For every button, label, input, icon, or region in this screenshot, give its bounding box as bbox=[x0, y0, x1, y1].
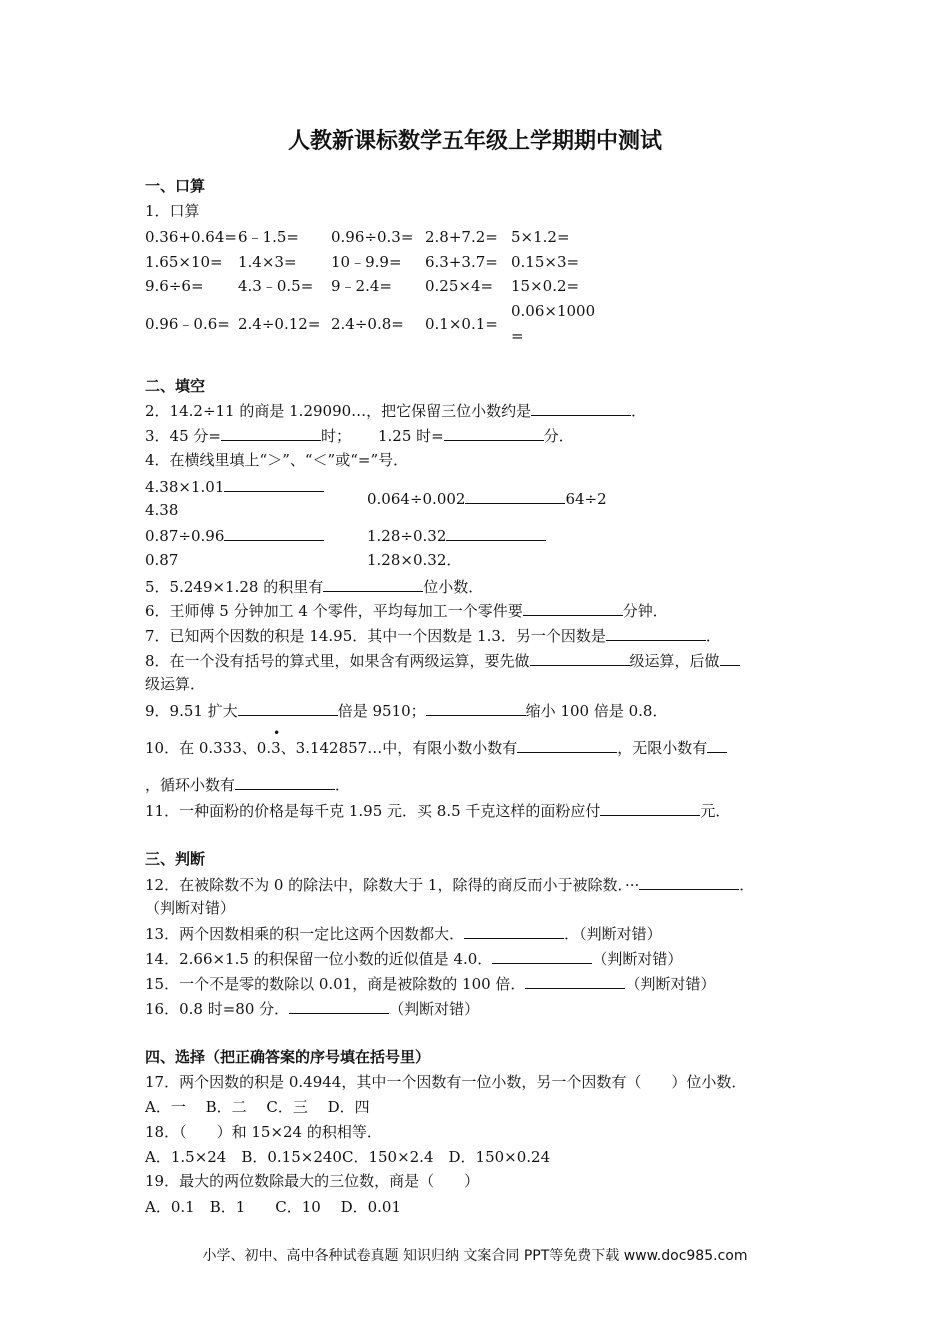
answer-blank[interactable] bbox=[446, 525, 546, 541]
calc-r1-c2: 6﹣1.5= bbox=[238, 228, 299, 246]
answer-blank[interactable] bbox=[517, 737, 617, 753]
answer-blank[interactable] bbox=[720, 650, 740, 666]
question-16: 16．0.8 时=80 分． （判断对错） bbox=[145, 1000, 480, 1018]
question-11: 11．一种面粉的价格是每千克 1.95 元．买 8.5 千克这样的面粉应付 元． bbox=[145, 802, 731, 820]
calc-r1-c3: 0.96÷0.3= bbox=[331, 228, 414, 246]
calc-r2-c4: 6.3+3.7= bbox=[425, 253, 498, 271]
compare-3-right: 0.87 bbox=[145, 551, 179, 569]
answer-blank[interactable] bbox=[224, 476, 324, 492]
answer-blank[interactable] bbox=[224, 525, 324, 541]
answer-blank[interactable] bbox=[531, 400, 631, 416]
calc-r3-c5: 15×0.2= bbox=[511, 277, 580, 295]
question-10: 10．在 0.333、0.3 • 、3.142857…中，有限小数小数有 ，无限小数有 bbox=[145, 737, 727, 758]
question-9: 9．9.51 扩大 倍是 9510； 缩小 100 倍是 0.8． bbox=[145, 702, 668, 720]
calc-r4-c2: 2.4÷0.12= bbox=[238, 315, 321, 333]
section-2-heading: 二、填空 bbox=[145, 377, 206, 395]
question-17: 17．两个因数的积是 0.4944，其中一个因数有一位小数，另一个因数有（ ）位小数． bbox=[145, 1073, 747, 1091]
question-12-continued: （判断对错） bbox=[145, 899, 236, 917]
question-15: 15．一个不是零的数除以 0.01，商是被除数的 100 倍． （判断对错） bbox=[145, 975, 716, 993]
compare-2: 0.064÷0.002 64÷2 bbox=[367, 490, 607, 508]
question-10-continued: ，循环小数有 ． bbox=[145, 776, 351, 794]
question-3-part-2: 1.25 时= 分． bbox=[378, 427, 574, 445]
question-8: 8．在一个没有括号的算式里，如果含有两级运算，要先做 级运算，后做 bbox=[145, 650, 740, 671]
compare-3-left: 0.87÷0.96 bbox=[145, 525, 324, 546]
calc-r3-c4: 0.25×4= bbox=[425, 277, 494, 295]
calc-r2-c2: 1.4×3= bbox=[238, 253, 297, 271]
answer-blank[interactable] bbox=[707, 737, 727, 753]
section-1-heading: 一、口算 bbox=[145, 177, 206, 195]
answer-blank[interactable] bbox=[525, 973, 625, 989]
answer-blank[interactable] bbox=[444, 425, 544, 441]
answer-blank[interactable] bbox=[238, 700, 338, 716]
answer-blank[interactable] bbox=[323, 576, 423, 592]
calc-r4-c1: 0.96﹣0.6= bbox=[145, 315, 230, 333]
repeating-digit: 3 • bbox=[271, 726, 281, 757]
calc-r3-c2: 4.3﹣0.5= bbox=[238, 277, 314, 295]
calc-r4-c5: 0.06×1000 bbox=[511, 302, 596, 320]
answer-blank[interactable] bbox=[426, 700, 526, 716]
footer-banner: 小学、初中、高中各种试卷真题 知识归纳 文案合同 PPT等免费下载 www.doc985.com bbox=[202, 1248, 748, 1264]
calc-r4-c3: 2.4÷0.8= bbox=[331, 315, 404, 333]
answer-blank[interactable] bbox=[600, 800, 700, 816]
compare-1-right: 4.38 bbox=[145, 501, 179, 519]
question-13: 13．两个因数相乘的积一定比这两个因数都大． ．（判断对错） bbox=[145, 925, 662, 943]
answer-blank[interactable] bbox=[492, 948, 592, 964]
answer-blank[interactable] bbox=[465, 488, 565, 504]
compare-4-right: 1.28×0.32． bbox=[367, 551, 462, 569]
question-12: 12．在被除数不为 0 的除法中，除数大于 1，除得的商反而小于被除数．··· ． bbox=[145, 876, 755, 894]
question-19: 19．最大的两位数除最大的三位数，商是（ ） bbox=[145, 1172, 480, 1190]
question-7: 7．已知两个因数的积是 14.95．其中一个因数是 1.3．另一个因数是 ． bbox=[145, 627, 721, 645]
calc-r3-c3: 9﹣2.4= bbox=[331, 277, 392, 295]
question-1: 1．口算 bbox=[145, 202, 200, 220]
question-6: 6．王师傅 5 分钟加工 4 个零件，平均每加工一个零件要 分钟． bbox=[145, 602, 668, 620]
calc-r4-c5-equals: = bbox=[511, 327, 524, 345]
compare-1-left: 4.38×1.01 bbox=[145, 476, 324, 497]
calc-r2-c5: 0.15×3= bbox=[511, 253, 580, 271]
question-4: 4．在横线里填上“＞”、“＜”或“=”号． bbox=[145, 451, 409, 469]
question-19-options[interactable]: A．0.1 B．1 C．10 D．0.01 bbox=[145, 1198, 402, 1216]
answer-blank[interactable] bbox=[523, 600, 623, 616]
question-14: 14．2.66×1.5 的积保留一位小数的近似值是 4.0． （判断对错） bbox=[145, 950, 683, 968]
section-4-heading: 四、选择（把正确答案的序号填在括号里） bbox=[145, 1048, 431, 1066]
calc-r2-c3: 10﹣9.9= bbox=[331, 253, 402, 271]
calc-r3-c1: 9.6÷6= bbox=[145, 277, 204, 295]
answer-blank[interactable] bbox=[235, 774, 335, 790]
answer-blank[interactable] bbox=[221, 425, 321, 441]
answer-blank[interactable] bbox=[530, 650, 630, 666]
calc-r1-c4: 2.8+7.2= bbox=[425, 228, 498, 246]
calc-r1-c5: 5×1.2= bbox=[511, 228, 570, 246]
question-2: 2．14.2÷11 的商是 1.29090…，把它保留三位小数约是 ． bbox=[145, 402, 647, 420]
question-3: 3．45 分= 时； bbox=[145, 427, 351, 445]
page-title: 人教新课标数学五年级上学期期中测试 bbox=[287, 129, 662, 154]
calc-r2-c1: 1.65×10= bbox=[145, 253, 223, 271]
question-18-options[interactable]: A．1.5×24 B．0.15×240C．150×2.4 D．150×0.24 bbox=[145, 1148, 551, 1166]
calc-r1-c1: 0.36+0.64= bbox=[145, 228, 237, 246]
answer-blank[interactable] bbox=[606, 625, 706, 641]
section-3-heading: 三、判断 bbox=[145, 850, 206, 868]
calc-r4-c4: 0.1×0.1= bbox=[425, 315, 498, 333]
answer-blank[interactable] bbox=[639, 874, 739, 890]
answer-blank[interactable] bbox=[289, 998, 389, 1014]
repeating-dot-icon: • bbox=[273, 726, 281, 740]
question-17-options[interactable]: A．一 B．二 C．三 D．四 bbox=[145, 1098, 370, 1116]
question-5: 5．5.249×1.28 的积里有 位小数． bbox=[145, 578, 484, 596]
compare-4-left: 1.28÷0.32 bbox=[367, 525, 546, 546]
question-18: 18．（ ）和 15×24 的积相等． bbox=[145, 1123, 382, 1141]
question-8-continued: 级运算． bbox=[145, 675, 206, 693]
answer-blank[interactable] bbox=[464, 923, 564, 939]
